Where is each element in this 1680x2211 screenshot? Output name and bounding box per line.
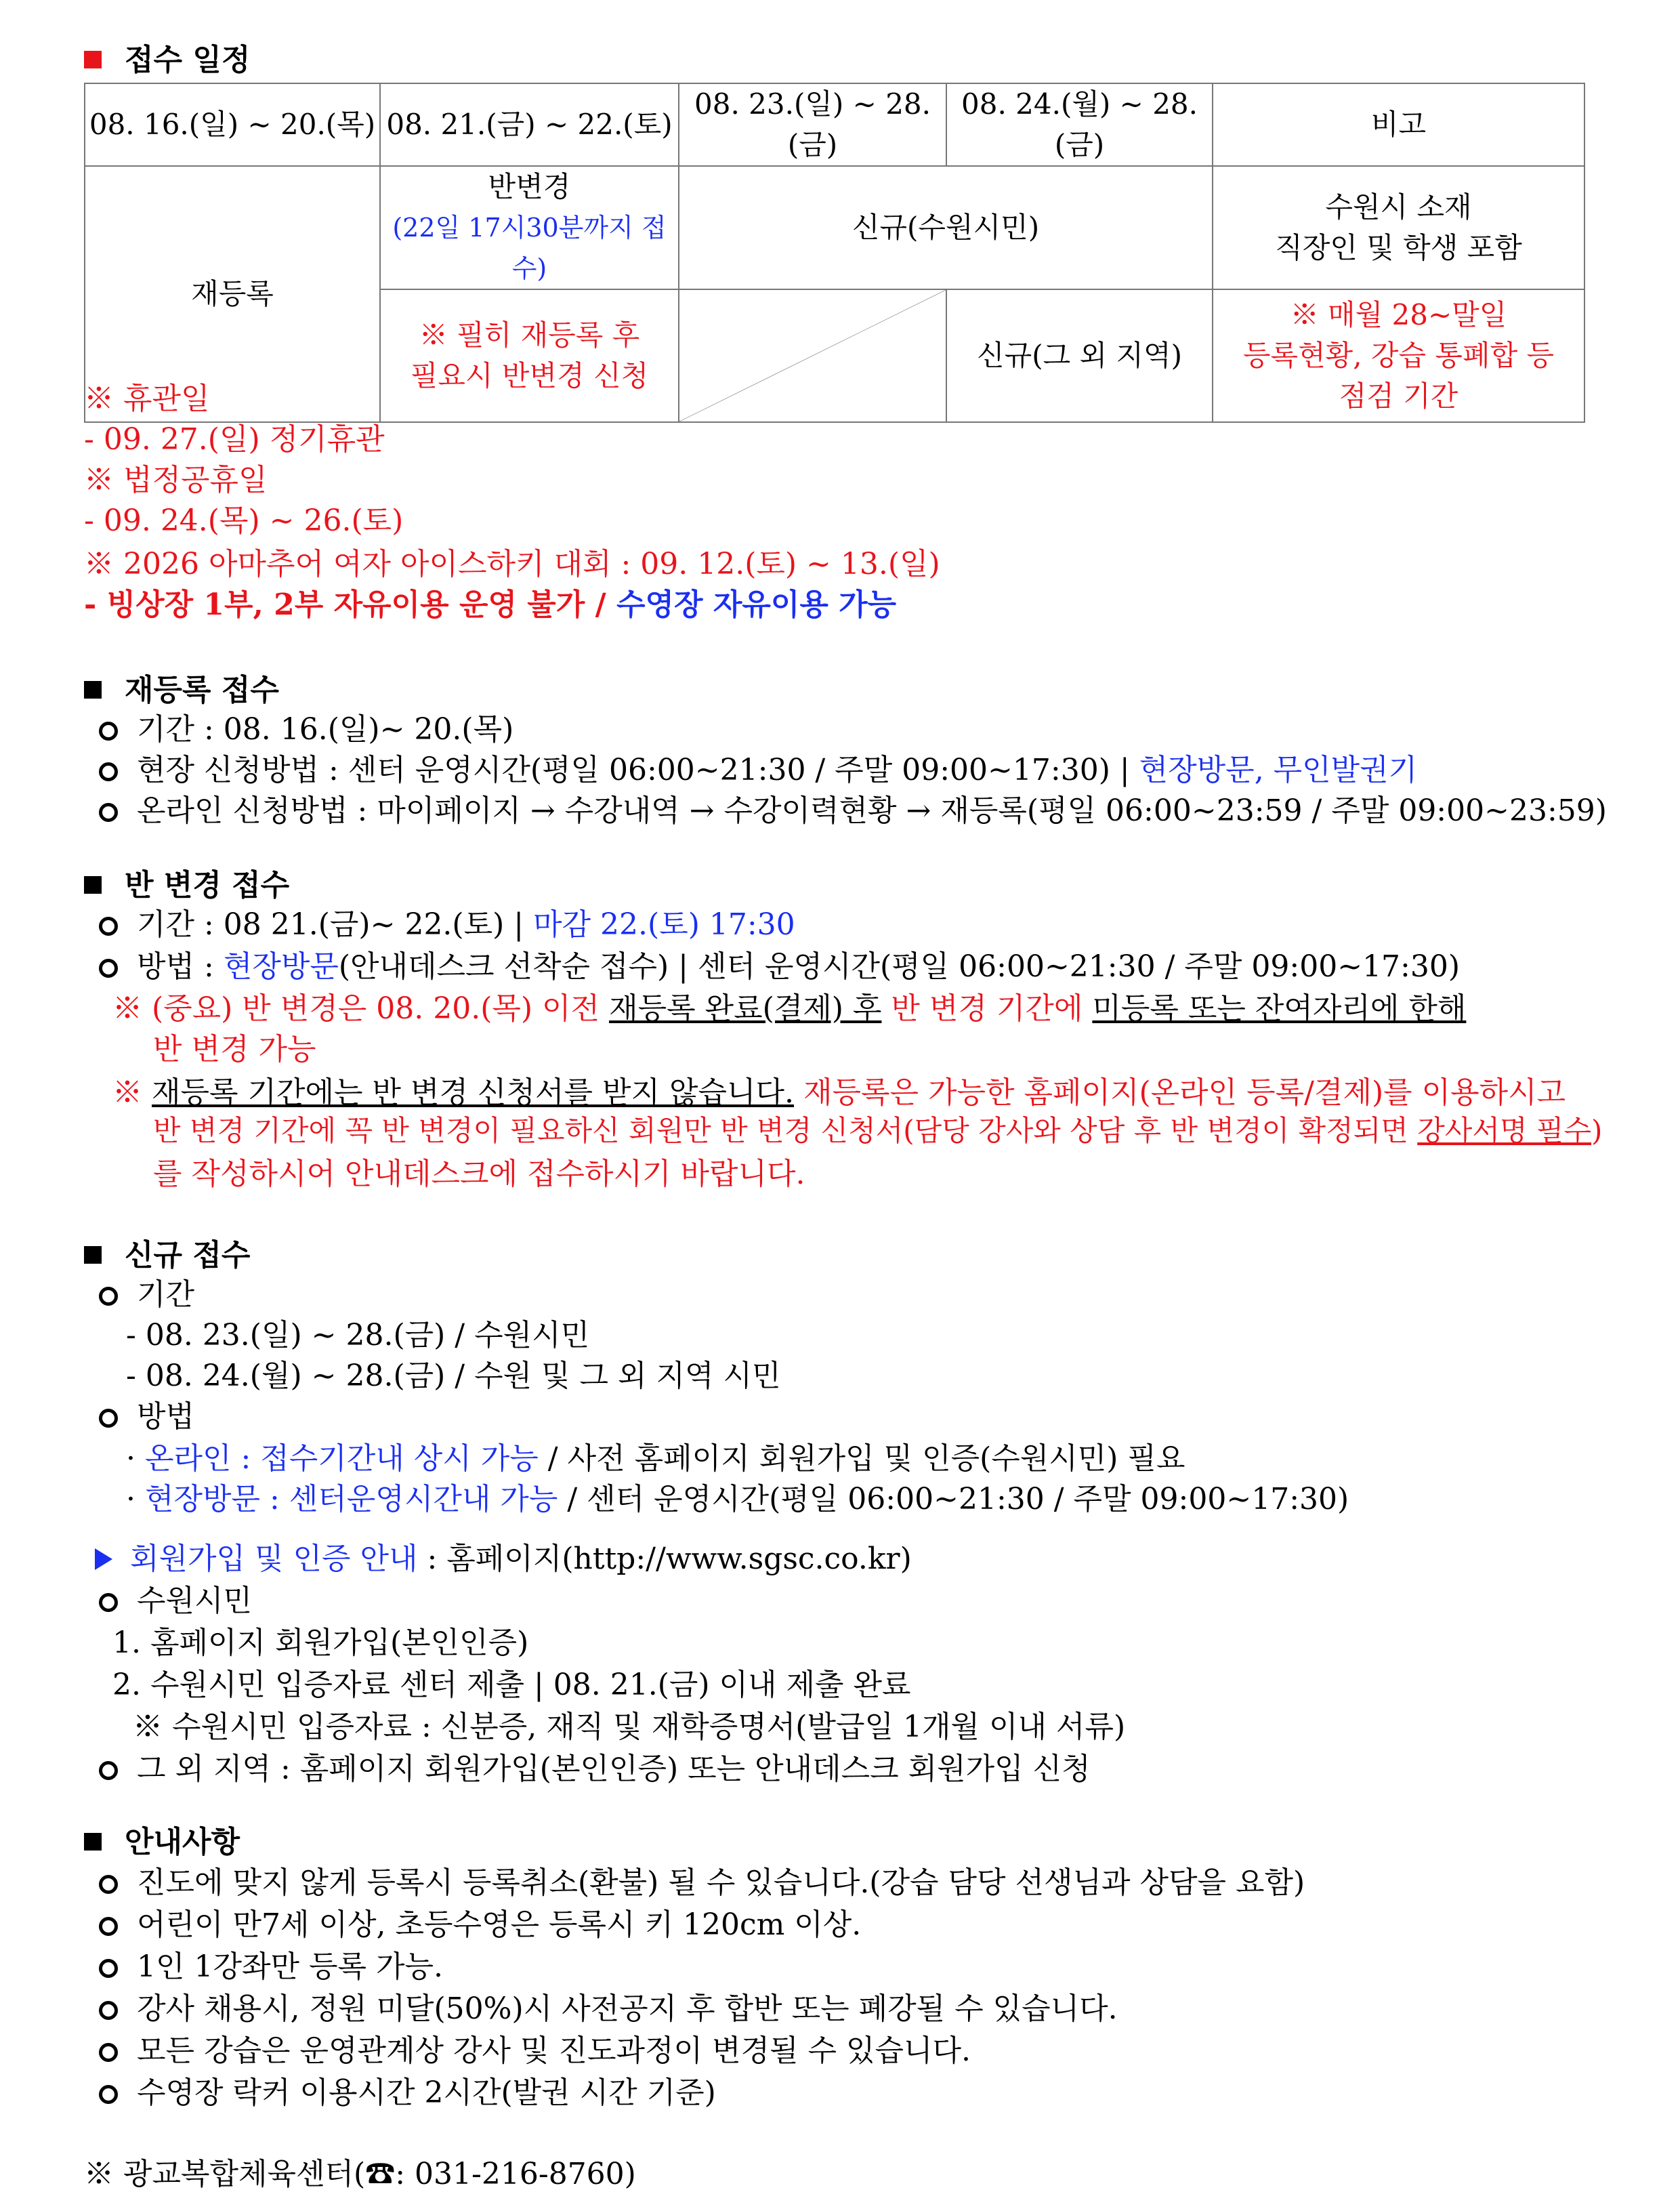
circle-bullet-icon [99, 803, 118, 822]
new-method-visit: · 현장방문 : 센터운영시간내 가능 / 센터 운영시간(평일 06:00~21:30 / 주말 09:00~17:30) [126, 1482, 1349, 1516]
footer-contact: ※ 광교복합체육센터(☎: 031-216-8760) [84, 2157, 636, 2191]
circle-bullet-icon [99, 2085, 118, 2104]
circle-bullet-icon [99, 722, 118, 741]
remark-red-line: 점검 기간 [1339, 379, 1458, 413]
must-note-line: ※ 필히 재등록 후 [419, 318, 640, 352]
suwon-citizen: 수원시민 [99, 1576, 252, 1619]
schedule-header: 08. 24.(월) ~ 28.(금) [946, 83, 1213, 166]
circle-bullet-icon [99, 1761, 118, 1780]
remark-red-line: ※ 매월 28~말일 [1290, 298, 1507, 331]
join-guide: 회원가입 및 인증 안내 : 홈페이지(http://www.sgsc.co.kr) [95, 1534, 912, 1577]
circle-bullet-icon [99, 1287, 118, 1306]
circle-bullet-icon [99, 1875, 118, 1894]
class-change-note-2: ※ 재등록 기간에는 반 변경 신청서를 받지 않습니다. 재등록은 가능한 홈페이지(온라인 등록/결제)를 이용하시고 [112, 1075, 1566, 1110]
new-registration-period: 기간 [99, 1270, 194, 1313]
closure-line: - 09. 24.(목) ~ 26.(토) [84, 503, 404, 538]
new-registration-method: 방법 [99, 1392, 194, 1435]
re-register-cell: 재등록 [85, 166, 380, 422]
square-bullet-icon [84, 1246, 102, 1264]
suwon-step: 2. 수원시민 입증자료 센터 제출 | 08. 21.(금) 이내 제출 완료 [112, 1668, 911, 1702]
class-change-period: 기간 : 08 21.(금)~ 22.(토) | 마감 22.(토) 17:30 [99, 900, 795, 943]
guide-item: 수영장 락커 이용시간 2시간(발권 시간 기준) [99, 2068, 716, 2111]
new-period-item: - 08. 23.(일) ~ 28.(금) / 수원시민 [126, 1318, 590, 1352]
must-note-cell [380, 289, 679, 422]
square-bullet-icon [84, 51, 102, 68]
circle-bullet-icon [99, 1959, 118, 1978]
square-bullet-icon [84, 681, 102, 699]
circle-bullet-icon [99, 1409, 118, 1428]
suwon-proof-note: ※ 수원시민 입증자료 : 신분증, 재직 및 재학증명서(발급일 1개월 이내 서류) [133, 1710, 1126, 1744]
circle-bullet-icon [99, 2001, 118, 2020]
class-change-note-1-cont: 반 변경 가능 [153, 1032, 316, 1067]
new-method-online: · 온라인 : 접수기간내 상시 가능 / 사전 홈페이지 회원가입 및 인증(수원시민) 필요 [126, 1441, 1185, 1476]
class-change-label: 반변경 [488, 170, 571, 203]
schedule-header: 08. 23.(일) ~ 28.(금) [679, 83, 946, 166]
new-registration-heading: 신규 접수 [84, 1231, 250, 1274]
phone-icon: ☎ [365, 2157, 396, 2191]
class-change-cell [380, 166, 679, 289]
class-change-note-2-cont: 반 변경 기간에 꼭 반 변경이 필요하신 회원만 반 변경 신청서(담당 강사와 상담 후 반 변경이 확정되면 강사서명 필수) [153, 1114, 1603, 1147]
guide-item: 1인 1강좌만 등록 가능. [99, 1942, 443, 1985]
guide-item: 어린이 만7세 이상, 초등수영은 등록시 키 120cm 이상. [99, 1900, 861, 1943]
schedule-header: 비고 [1213, 83, 1584, 166]
new-other-cell: 신규(그 외 지역) [946, 289, 1213, 422]
must-note-line: 필요시 반변경 신청 [410, 359, 649, 392]
circle-bullet-icon [99, 762, 118, 781]
class-change-heading: 반 변경 접수 [84, 861, 289, 904]
class-change-method: 방법 : 현장방문(안내데스크 선착순 접수) | 센터 운영시간(평일 06:00~21:30 / 주말 09:00~17:30) [99, 942, 1460, 985]
closure-line: ※ 2026 아마추어 여자 아이스하키 대회 : 09. 12.(토) ~ 13.(일) [84, 547, 940, 581]
remark-red-line: 등록현황, 강습 통폐합 등 [1242, 339, 1555, 372]
guide-heading: 안내사항 [84, 1817, 240, 1861]
guide-item: 모든 강습은 운영관계상 강사 및 진도과정이 변경될 수 있습니다. [99, 2026, 971, 2069]
schedule-header: 08. 16.(일) ~ 20.(목) [85, 83, 380, 166]
triangle-bullet-icon [95, 1548, 112, 1570]
circle-bullet-icon [99, 959, 118, 978]
remark-cell [1213, 166, 1584, 289]
guide-item: 강사 채용시, 정원 미달(50%)시 사전공지 후 합반 또는 폐강될 수 있습니다. [99, 1984, 1118, 2027]
re-registration-online: 온라인 신청방법 : 마이페이지 → 수강내역 → 수강이력현황 → 재등록(평일 06:00~23:59 / 주말 09:00~23:59) [99, 786, 1607, 829]
closure-line: ※ 법정공휴일 [84, 463, 268, 497]
re-registration-onsite: 현장 신청방법 : 센터 운영시간(평일 06:00~21:30 / 주말 09:00~17:30) | 현장방문, 무인발권기 [99, 745, 1417, 789]
schedule-table [84, 83, 1585, 423]
schedule-header: 08. 21.(금) ~ 22.(토) [380, 83, 679, 166]
closure-line: - 09. 27.(일) 정기휴관 [84, 422, 385, 457]
closure-line: - 빙상장 1부, 2부 자유이용 운영 불가 / 수영장 자유이용 가능 [84, 587, 897, 622]
other-region: 그 외 지역 : 홈페이지 회원가입(본인인증) 또는 안내데스크 회원가입 신청 [99, 1744, 1091, 1788]
circle-bullet-icon [99, 917, 118, 936]
diagonal-line [679, 290, 946, 421]
suwon-step: 1. 홈페이지 회원가입(본인인증) [112, 1626, 529, 1660]
remark-red-cell [1213, 289, 1584, 422]
circle-bullet-icon [99, 1593, 118, 1612]
square-bullet-icon [84, 1833, 102, 1851]
circle-bullet-icon [99, 2043, 118, 2062]
remark-line: 직장인 및 학생 포함 [1275, 231, 1522, 264]
re-registration-period: 기간 : 08. 16.(일)~ 20.(목) [99, 705, 513, 748]
guide-item: 진도에 맞지 않게 등록시 등록취소(환불) 될 수 있습니다.(강습 담당 선생님과 상담을 요함) [99, 1858, 1305, 1901]
remark-line: 수원시 소재 [1325, 190, 1472, 224]
schedule-heading: 접수 일정 [84, 35, 250, 79]
circle-bullet-icon [99, 1917, 118, 1936]
diagonal-cell [679, 289, 946, 422]
class-change-note-2-end: 를 작성하시어 안내데스크에 접수하시기 바랍니다. [153, 1157, 805, 1191]
re-registration-heading: 재등록 접수 [84, 665, 279, 709]
new-suwon-cell: 신규(수원시민) [679, 166, 1213, 289]
square-bullet-icon [84, 876, 102, 894]
class-change-note-1: ※ (중요) 반 변경은 08. 20.(목) 이전 재등록 완료(결제) 후 반 변경 기간에 미등록 또는 잔여자리에 한해 [112, 991, 1467, 1026]
new-period-item: - 08. 24.(월) ~ 28.(금) / 수원 및 그 외 지역 시민 [126, 1359, 781, 1393]
class-change-deadline: (22일 17시30분까지 접수) [392, 213, 667, 283]
closure-line: ※ 휴관일 [84, 381, 210, 416]
